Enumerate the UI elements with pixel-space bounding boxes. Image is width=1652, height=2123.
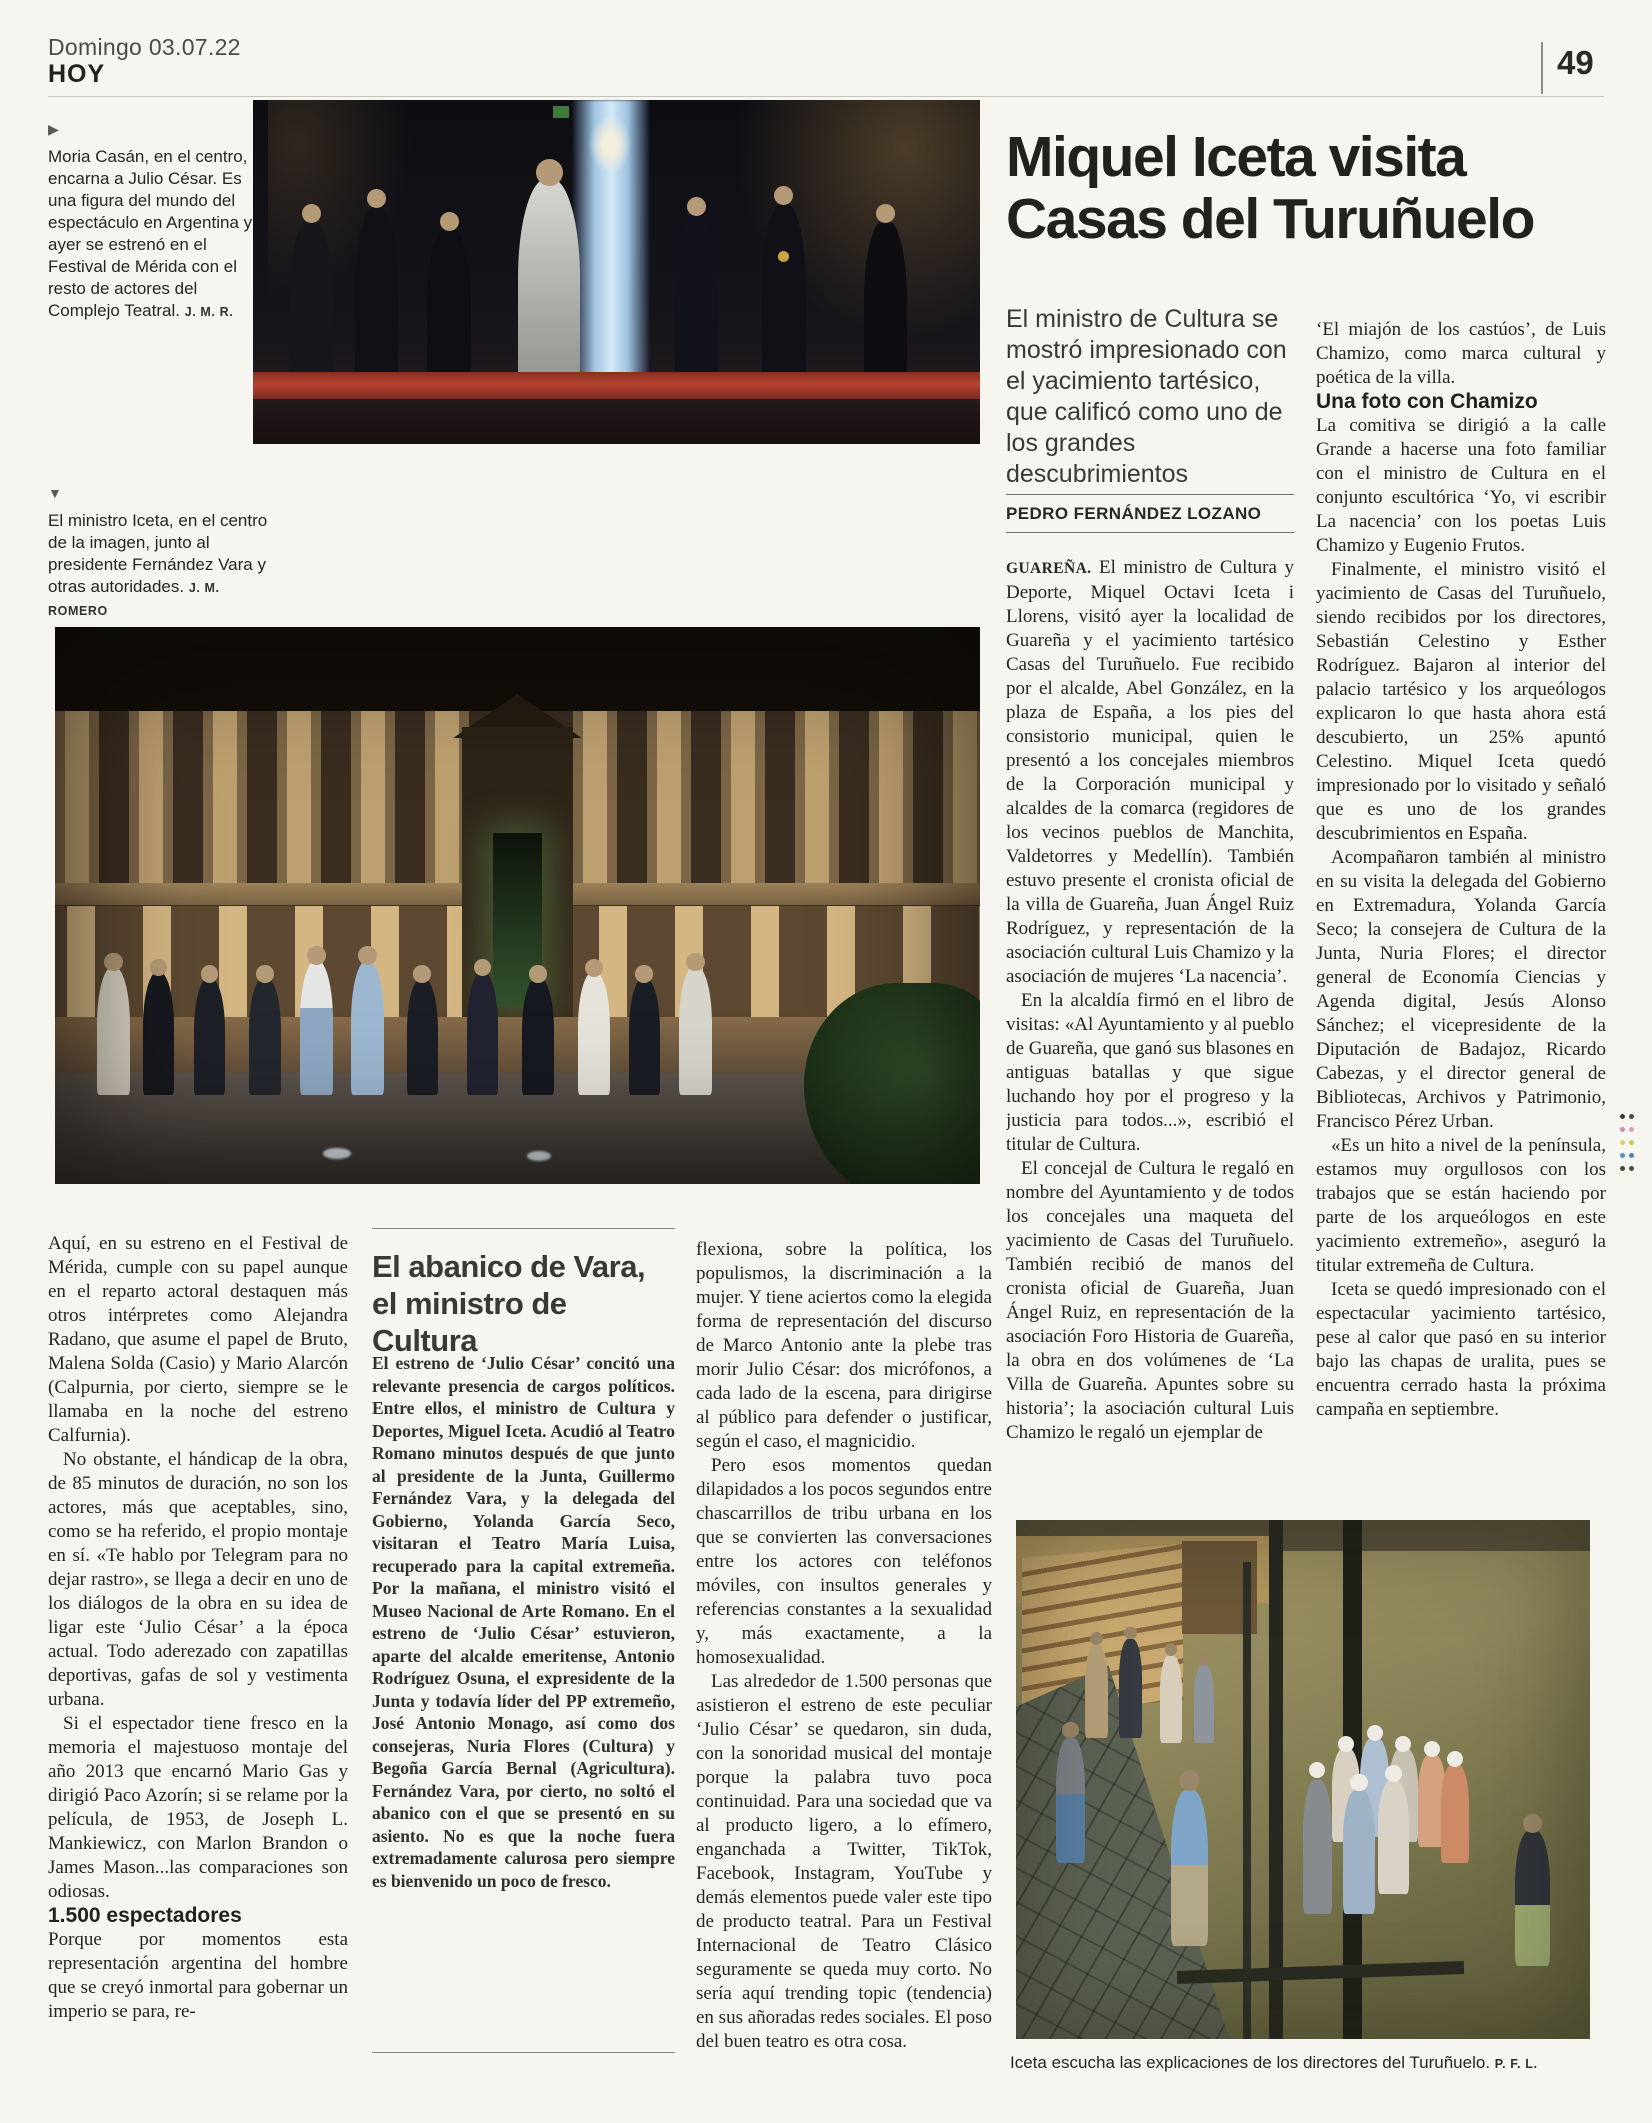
vignette: [55, 627, 980, 1184]
theater-article-subhead: 1.500 espectadores: [48, 1904, 242, 1927]
photo-credit: J. M. R.: [184, 305, 234, 319]
page-number: 49: [1557, 44, 1594, 81]
stage-floor: [253, 399, 980, 444]
central-silver-figure: [518, 179, 580, 399]
stage-red-band: [253, 372, 980, 400]
theater-article-col-3: flexiona, sobre la política, los populismos, la discriminación a la mujer. Y tiene aciertos como la elegida forma de representación del discurso de Marco Antonio ante la plebe tras morir Julio César: dos micrófonos, a cada lado de la escena, para dirigirse al público para defender o justificar, según el caso, el magnicidio. Pero esos momentos quedan dilapidados a los pocos segundos entre chascarrillos de tribu urbana en los que se convierten las conversaciones entre los actores con teléfonos móviles, con insultos generales y referencias constantes a la sexualidad y, más exactamente, a la homosexualidad. Las alrededor de 1.500 personas que asistieron el estreno de este peculiar ‘Julio César’ se quedaron, sin duda, con la sonoridad musical del montaje porque la palabra tuvo poca continuidad. Para una sociedad que va al producto ligero, a lo efímero, enganchada a Twitter, TikTok, Facebook, Instagram, YouTube y demás elementos puede valer este tipo de producto teatral. Para un Festival Internacional de Teatro Clásico seguramente se queda muy corto. No sería aquí trending topic (tendencia) en sus añoradas redes sociales. El poso del buen teatro es otra cosa.: [696, 1239, 992, 2052]
photo-credit: P. F. L.: [1494, 2057, 1538, 2071]
registration-marks: [1620, 1114, 1634, 1179]
main-article-col-left: GUAREÑA. El ministro de Cultura y Deporte, Miquel Octavi Iceta i Llorens, visitó ayer la localidad de Guareña y el yacimiento tartésico Casas del Turuñuelo. Fue recibido por el alcalde, Abel González, en la plaza de España, a los pies del consistorio municipal, quien le presentó a los concejales miembros de la Corporación municipal y alcaldes de la comarca (regidores de los vecinos pueblos de Manchita, Valdetorres y Medellín). También estuvo presente el cronista oficial de la villa de Guareña, Juan Ángel Ruiz Rodríguez, y representación de la asociación cultural Luis Chamizo y la asociación de mujeres ‘La nacencia’. En la alcaldía firmó en el libro de visitas: «Al Ayuntamiento y al pueblo de Guareña, que ganó sus blasones en antiguas batallas y que sigue luchando hoy por el progreso y la justicia para todos...», escribió el titular de Cultura. El concejal de Cultura le regaló en nombre del Ayuntamiento y de todos los concejales una maqueta del yacimiento de Casas del Turuñuelo. También recibió de manos del cronista oficial de Guareña, Juan Ángel Ruiz, en representación de la asociación Foro Historia de Guareña, la obra en dos volúmenes de ‘La Villa de Guareña. Apuntes sobre su historia’; la asociación cultural Luis Chamizo le regaló un ejemplar de: [1006, 557, 1294, 1443]
main-article-col-right: ‘El miajón de los castúos’, de Luis Chamizo, como marca cultural y poética de la villa. Una foto con Chamizo La comitiva se dirigió a la calle Grande a hacerse una foto familiar con el ministro de Cultura en el conjunto escultórica ‘Yo, vi escribir La nacencia’ con los poetas Luis Chamizo y Eugenio Frutos. Finalmente, el ministro visitó el yacimiento de Casas del Turuñuelo, siendo recibidos por los directores, Sebastián Celestino y Esther Rodríguez. Bajaron al interior del palacio tartésico y los arqueólogos explicaron lo que hasta ahora está descubierto, un 25% apuntó Celestino. Miquel Iceta quedó impresionado por lo visitado y señaló que es uno de los grandes descubrimientos en España. Acompañaron también al ministro en su visita la delegada del Gobierno en Extremadura, Yolanda García Seco; la consejera de Cultura de la Junta, Nuria Flores; el director general de Economía Ciencias y Agenda digital, Jesús Alonso Sánchez; el vicepresidente de la Diputación de Badajoz, Ricardo Cabezas, y el director general de Bibliotecas, Archivos y Patrimonio, Francisco Pérez Urban. «Es un hito a nivel de la península, estamos muy orgullosos con los trabajos que se están haciendo por parte de los arqueólogos en este yacimiento extremeño», aseguró la titular extremeña de Cultura. Iceta se quedó impresionado con el espectacular yacimiento tartésico, pese al calor que pasó en su interior bajo las chapas de uralita, pues se encuentra cerrado hasta la próxima campaña en septiembre.: [1316, 319, 1606, 1420]
dateline: GUAREÑA.: [1006, 560, 1092, 577]
top-photo: [253, 100, 980, 444]
excavation-photo-caption: [1010, 2052, 1610, 2075]
caption-arrow-down-icon: ▼: [48, 485, 62, 501]
excavation-photo: [1016, 1520, 1590, 2039]
exit-light: [553, 106, 568, 118]
box-article-rule-top: [372, 1228, 675, 1229]
theater-article-col-1: Aquí, en su estreno en el Festival de Mérida, cumple con su papel aunque en el reparto actoral destaquen más otros intérpretes como Alejandra Radano, que asume el papel de Bruto, Malena Solda (Casio) y Mario Alarcón (Calpurnia, por cierto, siempre se le llamaba en la noche del estreno Calfurnia). No obstante, el hándicap de la obra, de 85 minutos de duración, no son los actores, más que aceptables, sino, como se ha referido, el propio montaje en sí. «Te hablo por Telegram para no dejar rastro», se llega a decir en uno de los diálogos de la obra en su idea de ligar este ‘Julio César’ a la época actual. Todo aderezado con zapatillas deportivas, gafas de sol y vestimenta urbana. Si el espectador tiene fresco en la memoria el majestuoso montaje del año 2013 que encarnó Mario Gas y dirigió Paco Azorín; si se relame por la película, de 1953, de Joseph L. Mankiewicz, con Marlon Brandon o James Mason...las comparaciones son odiosas. 1.500 espectadores Porque por momentos esta representación argentina del hombre que se creyó inmortal para gobernar un imperio se para, re-: [48, 1233, 348, 2022]
main-photo: [55, 627, 980, 1184]
main-article-subhead: Una foto con Chamizo: [1316, 390, 1538, 413]
top-photo-caption: [48, 118, 256, 323]
box-article-body: El estreno de ‘Julio César’ concitó una relevante presencia de cargos políticos. Entre ellos, el ministro de Cultura y Deportes, Miguel Iceta. Acudió al Teatro Romano minutos después de que junto al presidente de la Junta, Guillermo Fernández Vara, y la delegada del Gobierno, Yolanda García Seco, visitaran el Teatro María Luisa, recuperado para la capital extremeña. Por la mañana, el ministro visitó el Museo Nacional de Arte Romano. En el estreno de ‘Julio César’ estuvieron, aparte del alcalde emeritense, Antonio Rodríguez Osuna, el expresidente de la Junta y todavía líder del PP extremeño, José Antonio Monago, así como dos consejeras, Nuria Flores (Cultura) y Begoña García Bernal (Agricultura). Fernández Vara, por cierto, no soltó el abanico con el que se presentó en su asiento. No es que la noche fuera extremadamente calurosa pero siempre es bienvenido un poco de fresco.: [372, 1353, 675, 1891]
photo-credit: J. M. ROMERO: [48, 581, 220, 618]
vignette: [1016, 1520, 1590, 2039]
header-rule: [48, 96, 1604, 97]
caption-text: Moria Casán, en el centro, encarna a Julio César. Es una figura del mundo del espectáculo en Argentina y ayer se estrenó en el Festival de Mérida con el resto de actores del Complejo Teatral.: [48, 147, 253, 320]
byline: PEDRO FERNÁNDEZ LOZANO: [1006, 504, 1262, 523]
main-photo-caption: [48, 482, 280, 622]
caption-arrow-right-icon: ▶: [48, 121, 59, 137]
page-number-divider: [1541, 42, 1543, 94]
box-article-rule-bottom: [372, 2052, 675, 2053]
main-article-standfirst: El ministro de Cultura se mostró impresionado con el yacimiento tartésico, que calificó como uno de los grandes descubrimientos: [1006, 305, 1287, 488]
caption-text: El ministro Iceta, en el centro de la imagen, junto al presidente Fernández Vara y otras autoridades.: [48, 511, 268, 596]
gold-medallion: [778, 251, 789, 261]
projected-face: [590, 117, 631, 172]
box-article-title: El abanico de Vara, el ministro de Cultura: [372, 1249, 646, 1358]
page-date: Domingo 03.07.22: [48, 34, 241, 60]
caption-text: Iceta escucha las explicaciones de los directores del Turuñuelo.: [1010, 2053, 1491, 2072]
masthead: HOY: [48, 60, 106, 88]
main-article-headline: Miquel Iceta visita Casas del Turuñuelo: [1006, 125, 1534, 251]
main-article-byline-box: [1006, 494, 1294, 533]
